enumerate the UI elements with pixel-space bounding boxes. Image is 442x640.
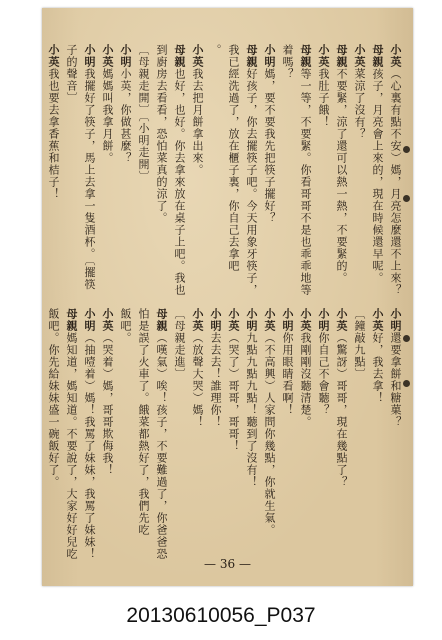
speaker-name: 母親 bbox=[155, 308, 168, 332]
dialogue-line bbox=[334, 308, 348, 553]
speaker-name: 小明 bbox=[119, 44, 132, 68]
dialogue-line bbox=[280, 44, 294, 269]
line-text: 媽，要不要我先把筷子擺好？ bbox=[263, 68, 276, 224]
line-text: （哭着）媽，哥哥欺侮我！ bbox=[101, 332, 114, 476]
dialogue-line bbox=[64, 308, 78, 560]
speaker-name: 小英 bbox=[47, 44, 60, 68]
line-text: 等一等，不要緊。你看哥哥不是也乖乖地等 bbox=[299, 68, 312, 296]
dialogue-line bbox=[208, 44, 222, 269]
dialogue-line bbox=[46, 308, 60, 553]
dialogue-line bbox=[298, 308, 312, 553]
dialogue-line bbox=[154, 308, 168, 560]
dialogue-line bbox=[298, 44, 312, 296]
dialogue-line bbox=[352, 44, 366, 269]
speaker-name: 母親 bbox=[245, 44, 258, 68]
line-text: 我也要去拿香蕉和桔子！ bbox=[47, 68, 60, 200]
speaker-name: 小英 bbox=[101, 308, 114, 332]
line-text: 着嗎？ bbox=[281, 44, 294, 80]
speaker-name: 小明 bbox=[83, 44, 96, 68]
line-text: 〔母親走開〕〔小明走開〕 bbox=[137, 44, 150, 183]
speaker-name: 小英 bbox=[191, 308, 204, 332]
speaker-name: 小英 bbox=[335, 308, 348, 332]
speaker-name: 母親 bbox=[371, 44, 384, 68]
speaker-name: 小明 bbox=[245, 308, 258, 332]
speaker-name: 母親 bbox=[173, 44, 186, 68]
line-text: （哭了）哥哥，哥哥！ bbox=[227, 332, 240, 452]
dialogue-line bbox=[154, 44, 168, 269]
line-text: （嘆氣）唉！孩子，不要難過了，你爸爸恐 bbox=[155, 332, 168, 560]
book-page bbox=[42, 8, 413, 586]
dialogue-line bbox=[262, 308, 276, 553]
speaker-name: 小英 bbox=[371, 308, 384, 332]
dialogue-line bbox=[244, 44, 258, 296]
line-text: 你用眼睛看啊！ bbox=[281, 332, 294, 416]
dialogue-line bbox=[334, 44, 348, 284]
image-caption: 20130610056_P037 bbox=[126, 604, 316, 627]
line-text: 我已經洗過了，放在櫃子裏，你自己去拿吧 bbox=[227, 44, 240, 272]
line-text: 媽知道，媽知道。不要說了，大家好好兒吃 bbox=[65, 332, 78, 560]
line-text: 。 bbox=[209, 44, 222, 56]
dialogue-line bbox=[370, 308, 384, 553]
dialogue-line bbox=[172, 308, 186, 553]
line-text: 我肚子餓！ bbox=[317, 68, 330, 128]
line-text: 還要拿餅和糖菓？ bbox=[389, 332, 402, 428]
dialogue-line bbox=[280, 308, 294, 553]
line-text: 也好，也好。你去拿來放在桌子上吧。我也 bbox=[173, 68, 186, 296]
binding-hole bbox=[403, 146, 410, 153]
speaker-name: 小英 bbox=[317, 44, 330, 68]
speaker-name: 小英 bbox=[389, 44, 402, 68]
speaker-name: 小明 bbox=[281, 308, 294, 332]
dialogue-line bbox=[64, 44, 78, 269]
dialogue-line bbox=[316, 44, 330, 269]
speaker-name: 母親 bbox=[65, 308, 78, 332]
dialogue-line bbox=[46, 44, 60, 269]
dialogue-line bbox=[316, 308, 330, 553]
dialogue-line bbox=[208, 308, 222, 553]
line-text: 小英，你做甚麼？ bbox=[119, 68, 132, 164]
line-text: （抽噎着）媽！我罵了妹妹，我罵了妹妹！ bbox=[83, 332, 96, 560]
speaker-name: 小英 bbox=[299, 308, 312, 332]
line-text: 菜涼了沒有？ bbox=[353, 68, 366, 140]
dialogue-line bbox=[388, 44, 402, 296]
binding-hole bbox=[403, 195, 410, 202]
upper-dialogue-block bbox=[47, 44, 402, 296]
line-text: （放聲大哭）媽！ bbox=[191, 332, 204, 428]
dialogue-line bbox=[100, 308, 114, 553]
dialogue-line bbox=[370, 44, 384, 284]
dialogue-line bbox=[172, 44, 186, 296]
line-text: 你自己不會聽？ bbox=[317, 332, 330, 416]
line-text: 飯吧。你先給妹妹盛一碗飯好了。 bbox=[47, 308, 60, 488]
speaker-name: 小英 bbox=[227, 308, 240, 332]
line-text: 我擺好了筷子，馬上去拿一隻酒杯。〔擺筷 bbox=[83, 68, 96, 291]
line-text: 怕是誤了火車了。餓菜都熱好了，我們先吃 bbox=[137, 308, 150, 536]
dialogue-line bbox=[136, 308, 150, 553]
dialogue-line bbox=[118, 44, 132, 269]
dialogue-line bbox=[388, 308, 402, 553]
line-text: 好，我去拿！ bbox=[371, 332, 384, 404]
speaker-name: 小英 bbox=[353, 44, 366, 68]
dialogue-line bbox=[262, 44, 276, 269]
lower-dialogue-block bbox=[47, 308, 402, 560]
speaker-name: 小明 bbox=[389, 308, 402, 332]
speaker-name: 小英 bbox=[191, 44, 204, 68]
line-text: 〔鐘敲九點〕 bbox=[353, 308, 366, 380]
line-text: 不要緊，涼了還可以熱一熱，不要緊的。 bbox=[335, 68, 348, 284]
dialogue-line bbox=[82, 308, 96, 560]
speaker-name: 小英 bbox=[101, 44, 114, 68]
speaker-name: 母親 bbox=[299, 44, 312, 68]
dialogue-line bbox=[82, 44, 96, 291]
speaker-name: 小明 bbox=[209, 308, 222, 332]
speaker-name: 小明 bbox=[263, 44, 276, 68]
binding-hole bbox=[403, 380, 410, 387]
line-text: 九點九點九點！聽到了沒有！ bbox=[245, 332, 258, 488]
line-text: 孩子，月亮會上來的，現在時候還早呢。 bbox=[371, 68, 384, 284]
line-text: 去去去！誰理你！ bbox=[209, 332, 222, 428]
speaker-name: 小英 bbox=[263, 308, 276, 332]
dialogue-line bbox=[190, 44, 204, 269]
dialogue-line bbox=[352, 308, 366, 553]
speaker-name: 母親 bbox=[335, 44, 348, 68]
binding-hole bbox=[403, 335, 410, 342]
dialogue-line bbox=[226, 44, 240, 272]
dialogue-line bbox=[118, 308, 132, 553]
line-text: （不高興）人家問你幾點，你就生氣。 bbox=[263, 332, 276, 536]
line-text: 到廚房去看看，恐怕菜真的涼了。 bbox=[155, 44, 168, 224]
line-text: 子的聲音〕 bbox=[65, 44, 78, 104]
line-text: （驚訝）哥哥，現在幾點了？ bbox=[335, 332, 348, 488]
dialogue-line bbox=[226, 308, 240, 553]
dialogue-line bbox=[136, 44, 150, 269]
line-text: 飯吧。 bbox=[119, 308, 132, 344]
line-text: 我去把月餅拿出來。 bbox=[191, 68, 204, 176]
line-text: 〔母親走進〕 bbox=[173, 308, 186, 380]
dialogue-line bbox=[244, 308, 258, 553]
dialogue-line bbox=[190, 308, 204, 553]
line-text: 媽媽叫我拿月餅。 bbox=[101, 68, 114, 164]
speaker-name: 小明 bbox=[317, 308, 330, 332]
line-text: 好孩子，你去擺筷子吧。今天用象牙筷子， bbox=[245, 68, 258, 296]
line-text: （心裏有點不安）媽，月亮怎麼還不上來？ bbox=[389, 68, 402, 296]
speaker-name: 小明 bbox=[83, 308, 96, 332]
dialogue-line bbox=[100, 44, 114, 269]
line-text: 我剛剛沒聽清楚。 bbox=[299, 332, 312, 428]
page-number: — 36 — bbox=[204, 557, 251, 571]
